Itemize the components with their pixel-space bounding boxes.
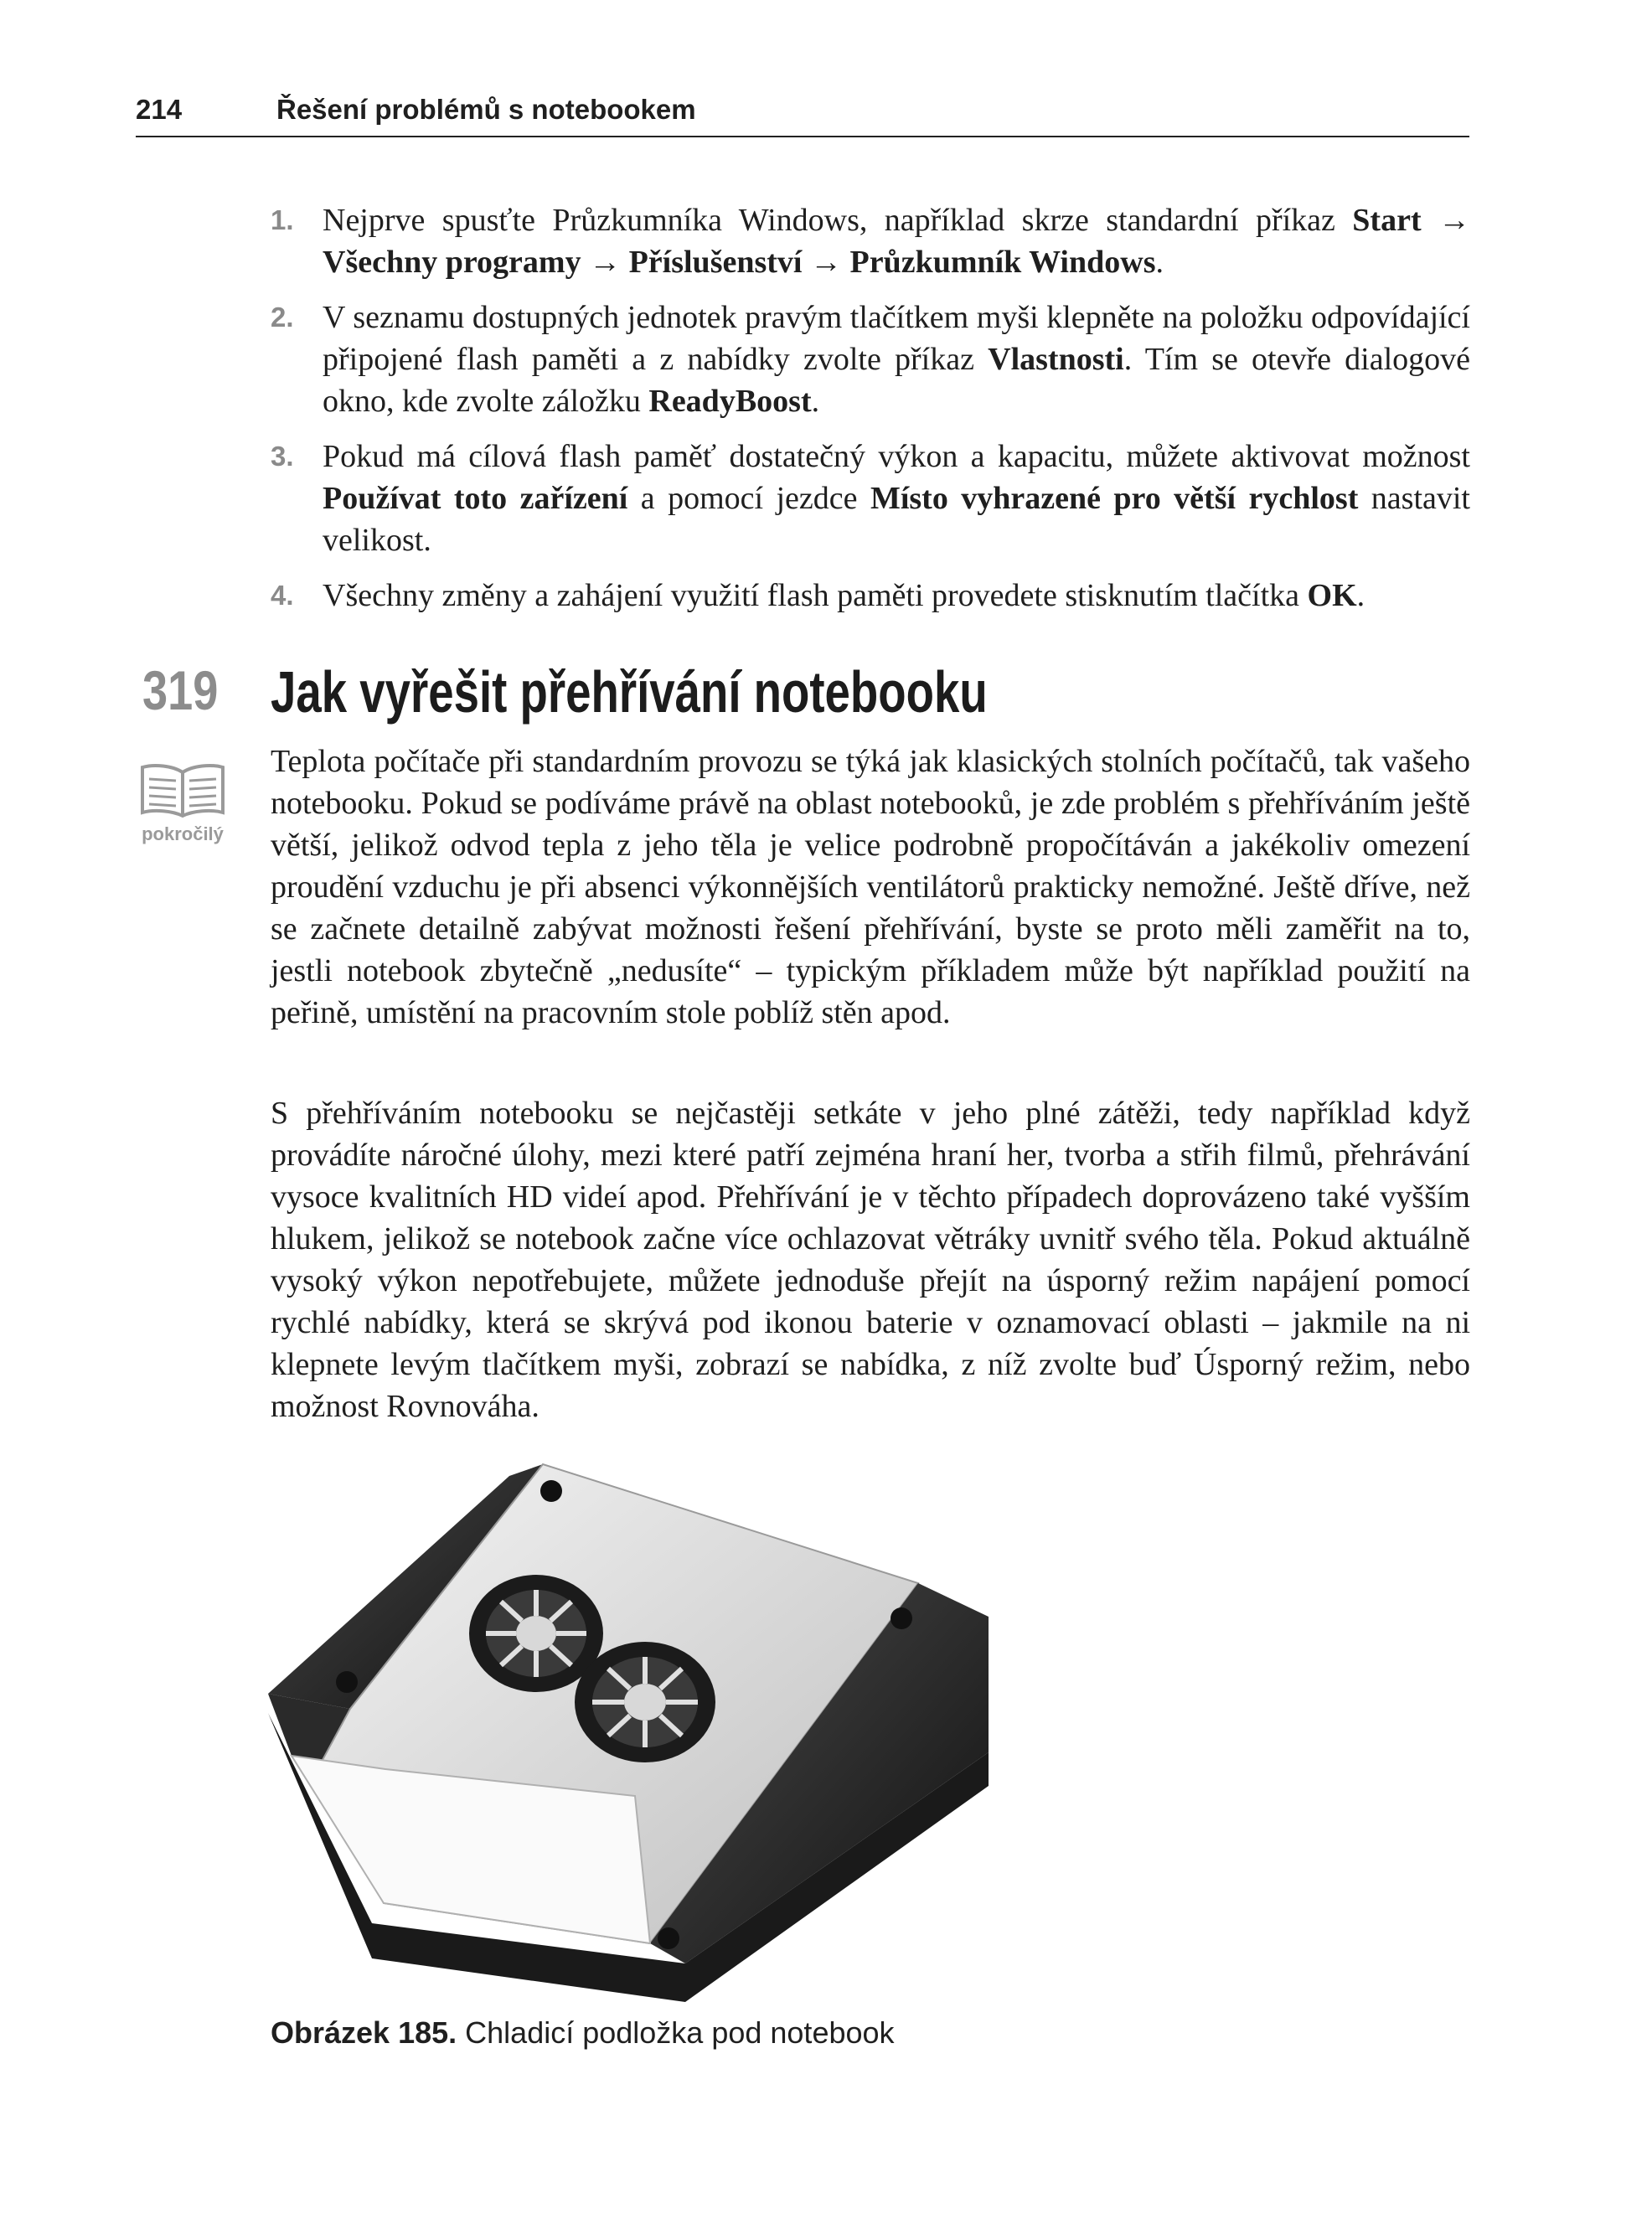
step-command: Start bbox=[1352, 203, 1422, 238]
body-paragraph-1: Teplota počítače při standardním provozu se týká jak klasických stolních počítačů, tak vašeho notebooku. Pokud se podíváme právě na oblast notebooků, je zde problém s přehříváním ještě větší, jelikož odvod tepla z jeho těla je velice podrobně propočítáván a jakékoliv omezení proudění vzduchu je při absenci výkonnějších ventilátorů prakticky nemožné. Ještě dříve, než se začnete detailně zabývat možnosti řešení přehřívání, byste se proto měli zaměřit na to, jestli notebook zbytečně „nedusíte“ – typickým příkladem může být například použití na peřině, umístění na pracovním stole poblíž stěn apod. bbox=[271, 744, 1470, 1030]
step-text: nastavit velikost. bbox=[323, 481, 1470, 558]
step-number: 4. bbox=[271, 580, 294, 611]
figure-caption bbox=[271, 2015, 895, 2051]
fan-icon bbox=[575, 1642, 715, 1762]
tip-title: Jak vyřešit přehřívání notebooku bbox=[271, 659, 988, 725]
step-number: 1. bbox=[271, 204, 294, 235]
caption-label: Obrázek 185. bbox=[271, 2015, 457, 2050]
step-command: Vlastnosti bbox=[988, 342, 1124, 377]
running-head bbox=[136, 94, 1469, 137]
step-item bbox=[271, 297, 1470, 422]
step-text: → bbox=[1421, 203, 1471, 238]
level-badge bbox=[139, 761, 226, 845]
step-number: 2. bbox=[271, 302, 294, 333]
step-text: V seznamu dostupných jednotek pravým tlačítkem myši klepněte na položku odpovídající připojené flash paměti a z nabídky zvolte příkaz bbox=[323, 300, 1470, 377]
page-number: 214 bbox=[136, 94, 183, 125]
step-text: . bbox=[811, 384, 820, 419]
step-text: Všechny změny a zahájení využití flash paměti provedete stisknutím tlačítka bbox=[323, 578, 1308, 613]
body-paragraph-2: S přehříváním notebooku se nejčastěji setkáte v jeho plné zátěži, tedy například když provádíte náročné úlohy, mezi které patří zejména hraní her, tvorba a střih filmů, přehrávání vysoce kvalitních HD videí apod. Přehřívání je v těchto případech doprovázeno také vyšším hlukem, jelikož se notebook začne více ochlazovat větráky uvnitř svého těla. Pokud aktuálně vysoký výkon nepotřebujete, můžete jednoduše přejít na úsporný režim napájení pomocí rychlé nabídky, která se skrývá pod ikonou baterie v oznamovací oblasti – jakmile na ni klepnete levým tlačítkem myši, zobrazí se nabídka, z níž zvolte buď Úsporný režim, nebo možnost Rovnováha. bbox=[271, 1096, 1470, 1424]
step-text: → bbox=[802, 245, 850, 280]
step-command: Místo vyhrazené pro větší rychlost bbox=[870, 481, 1359, 516]
chapter-title: Řešení problémů s notebookem bbox=[276, 94, 696, 125]
step-command: Všechny programy bbox=[323, 245, 581, 280]
level-label: pokročilý bbox=[142, 823, 224, 844]
step-number: 3. bbox=[271, 441, 294, 472]
step-text: . Tím se otevře dialogové okno, kde zvolte záložku bbox=[323, 342, 1470, 419]
tip-number: 319 bbox=[142, 659, 219, 721]
step-item bbox=[271, 436, 1470, 561]
step-text: . bbox=[1155, 245, 1164, 280]
step-text: a pomocí jezdce bbox=[627, 481, 870, 516]
book-icon bbox=[139, 761, 226, 818]
cooling-pad-illustration bbox=[266, 1458, 989, 2002]
step-text: . bbox=[1356, 578, 1365, 613]
step-command: Příslušenství bbox=[628, 245, 803, 280]
steps-list bbox=[271, 199, 1470, 630]
step-text: → bbox=[581, 245, 629, 280]
step-command: OK bbox=[1307, 578, 1357, 613]
step-text: Nejprve spusťte Průzkumníka Windows, například skrze standardní příkaz bbox=[323, 203, 1353, 238]
caption-text: Chladicí podložka pod notebook bbox=[465, 2015, 895, 2050]
step-command: ReadyBoost bbox=[648, 384, 812, 419]
step-text: Pokud má cílová flash paměť dostatečný výkon a kapacitu, můžete aktivovat možnost bbox=[323, 439, 1470, 474]
step-item bbox=[271, 199, 1470, 283]
figure-cooling-pad bbox=[266, 1458, 989, 2002]
step-item bbox=[271, 575, 1470, 617]
step-command: Používat toto zařízení bbox=[323, 481, 628, 516]
step-command: Průzkumník Windows bbox=[849, 245, 1156, 280]
